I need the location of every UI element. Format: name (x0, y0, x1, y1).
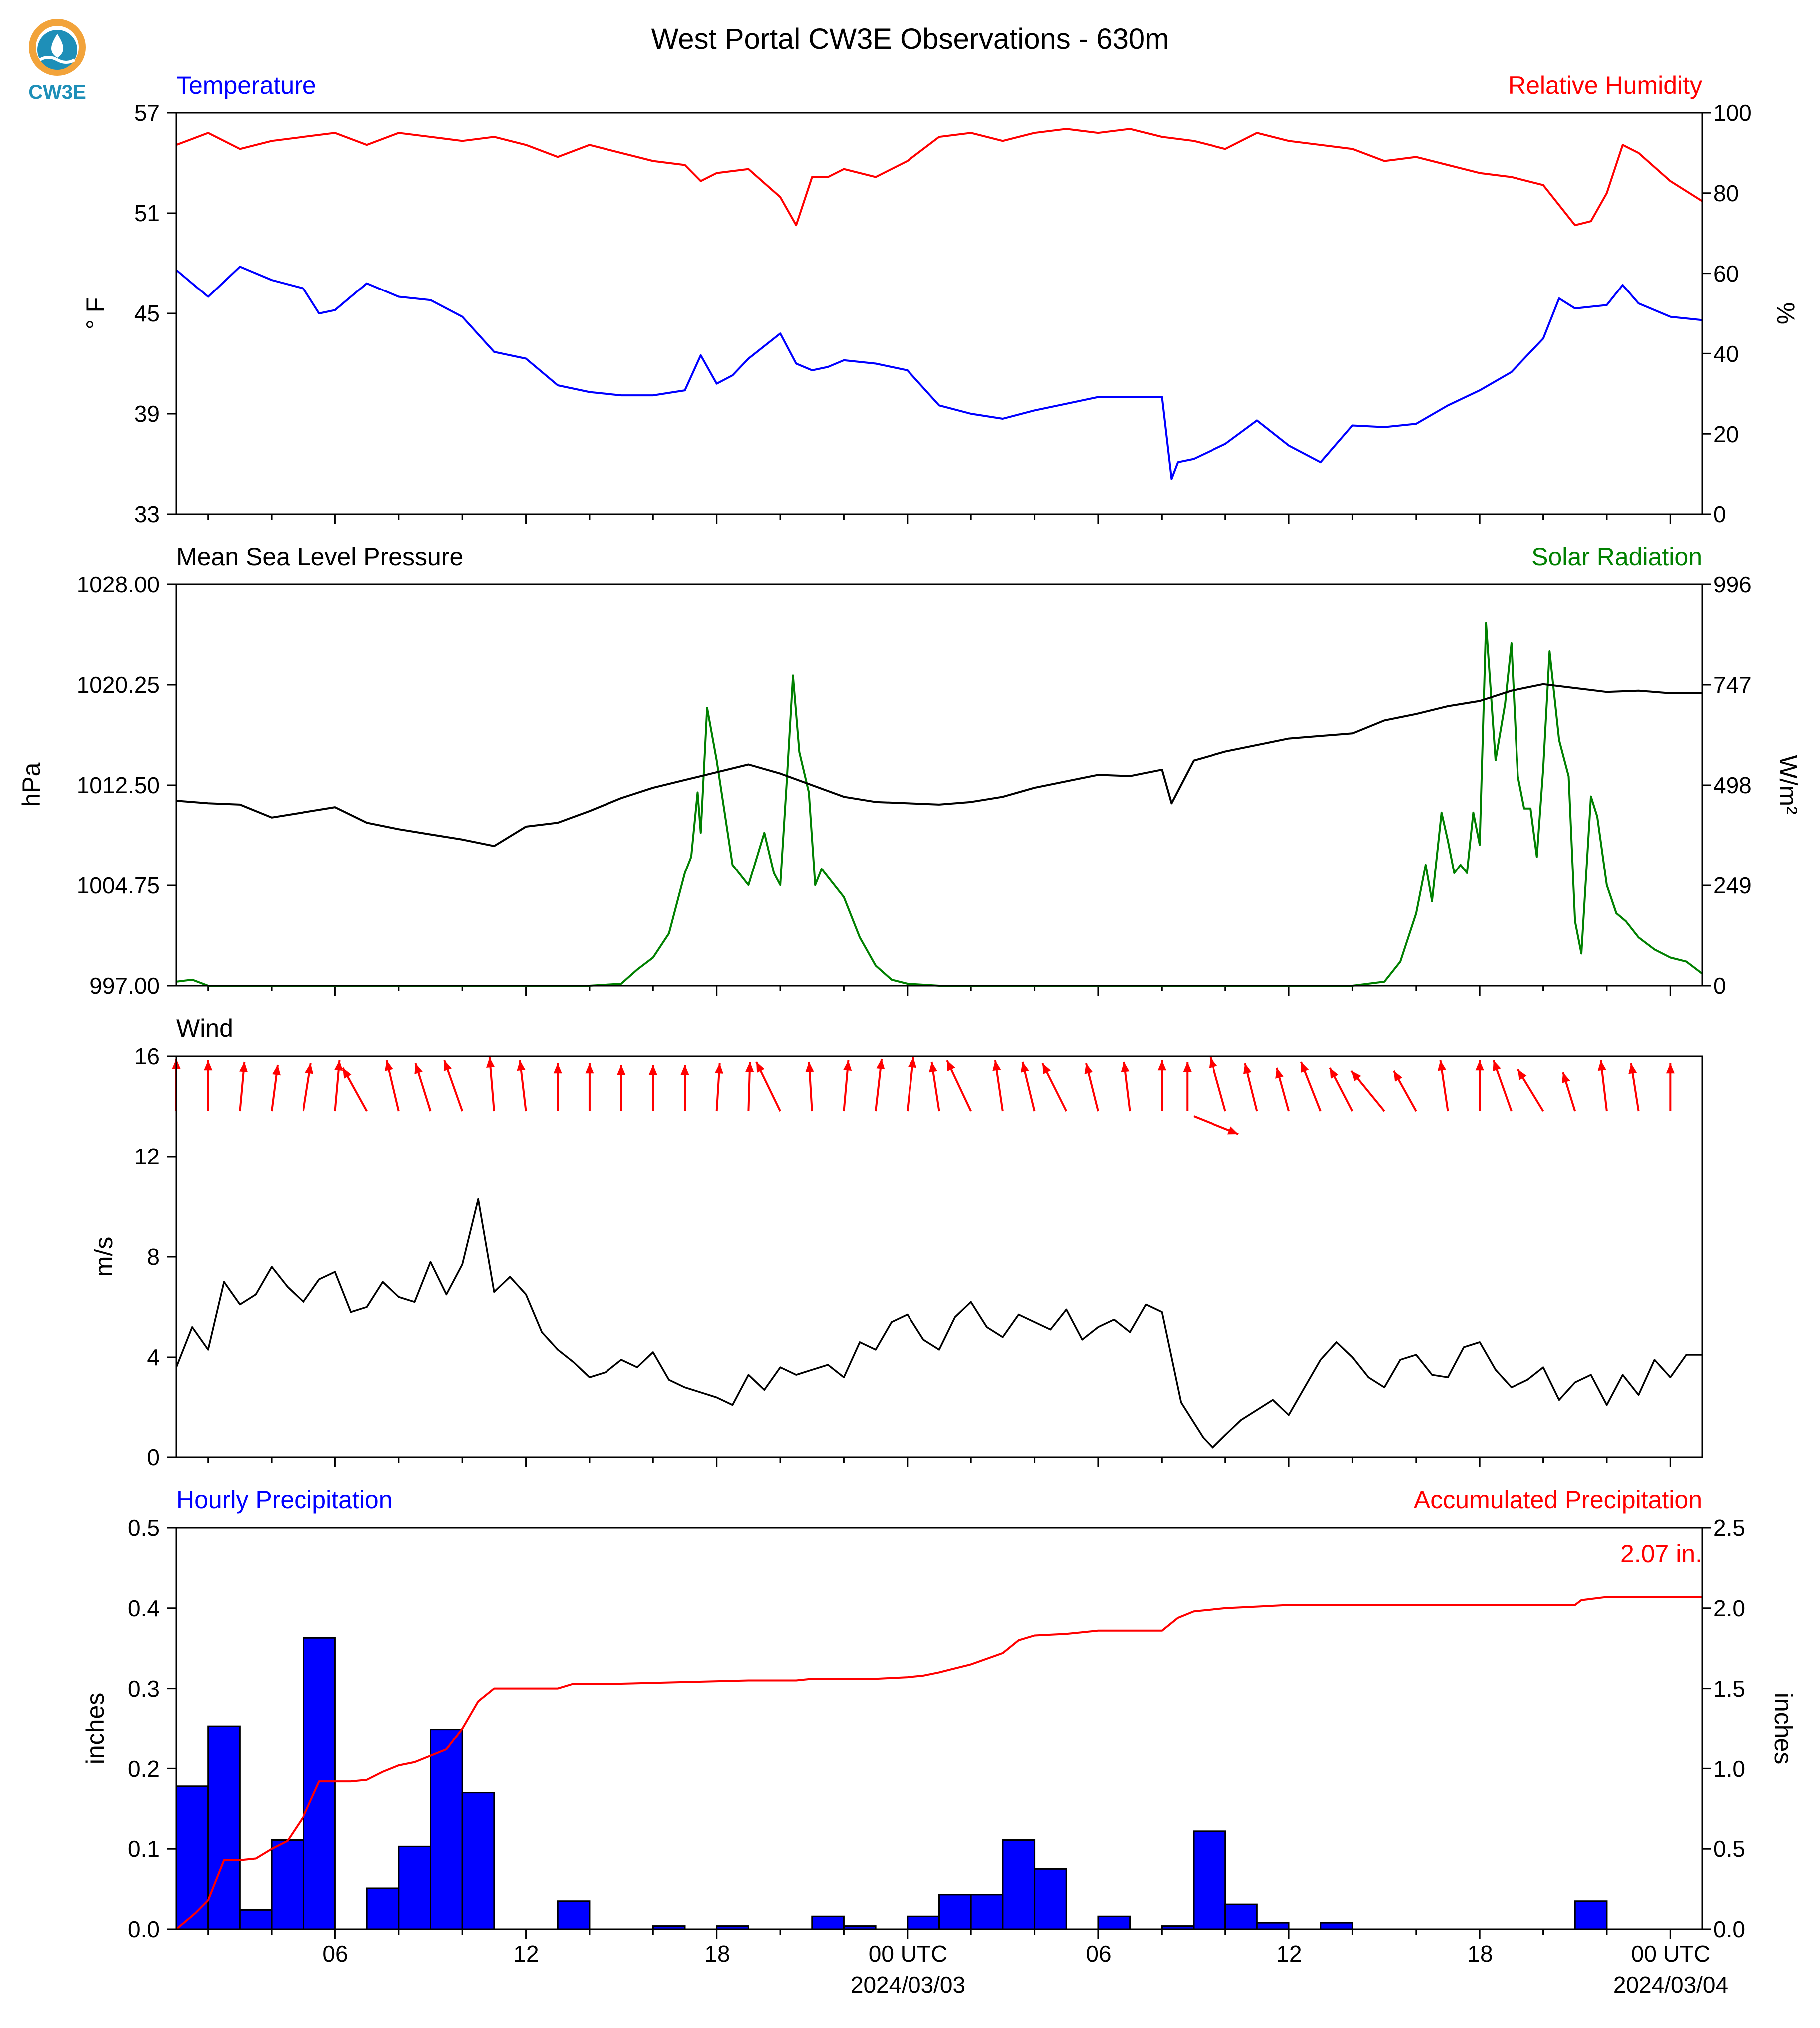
solar-radiation-label: Solar Radiation (1531, 543, 1702, 571)
wind-direction-arrow (486, 1057, 495, 1111)
hourly-precip-bar (1035, 1869, 1067, 1929)
wind-direction-arrow (1194, 1116, 1238, 1134)
arrow-head (745, 1062, 754, 1072)
ytick-label: 40 (1713, 341, 1739, 367)
cw3e-logo (28, 22, 86, 103)
ytick-label: 20 (1713, 421, 1739, 447)
hourly-precip-bar (176, 1786, 208, 1929)
wind-direction-arrow (1598, 1060, 1607, 1111)
xtick-label: 18 (1467, 1941, 1493, 1967)
wind-direction-arrow (239, 1062, 248, 1111)
accum-precip-axis-label: inches (1769, 1692, 1797, 1765)
arrow-head (715, 1063, 723, 1074)
xtick-label: 00 UTC (868, 1941, 948, 1967)
temperature-yticks (134, 100, 160, 527)
ytick-label: 0.0 (1713, 1916, 1745, 1942)
arrow-head (992, 1060, 1001, 1071)
wind-direction-arrow (1666, 1063, 1675, 1111)
figure-title: West Portal CW3E Observations - 630m (651, 23, 1169, 55)
wind-direction-arrow (444, 1060, 462, 1111)
humidity-yticks (1713, 100, 1752, 527)
hourly-precip-bar (1194, 1831, 1225, 1929)
ytick-label: 747 (1713, 672, 1752, 698)
ytick-label: 0.5 (1713, 1836, 1745, 1862)
solar-axis-label: W/m² (1774, 755, 1802, 815)
arrow-head (444, 1060, 452, 1071)
hourly-precip-bar (1575, 1901, 1607, 1929)
wind-direction-arrow (617, 1065, 625, 1111)
precipitation-panel (81, 1486, 1797, 1942)
hourly-precip-bar (908, 1916, 939, 1929)
arrow-head (1275, 1068, 1284, 1079)
arrow-head (1301, 1062, 1309, 1073)
ytick-label: 0 (1713, 973, 1726, 999)
ytick-label: 0.1 (128, 1836, 160, 1862)
wind-direction-arrow (554, 1063, 562, 1111)
pressure-solar-panel (17, 543, 1802, 999)
wind-direction-arrow (947, 1060, 971, 1111)
ytick-label: 498 (1713, 772, 1752, 798)
xtick-label: 06 (322, 1941, 348, 1967)
accum-precip-yticks (1713, 1515, 1745, 1942)
wind-direction-arrow (1562, 1072, 1575, 1111)
wind-direction-arrow (334, 1060, 343, 1111)
ytick-label: 4 (147, 1344, 160, 1370)
arrow-head (305, 1063, 313, 1074)
arrow-head (1628, 1063, 1637, 1074)
arrow-head (414, 1063, 422, 1074)
wind-direction-arrow (1275, 1068, 1289, 1111)
wind-label: Wind (176, 1014, 233, 1042)
arrow-head (1562, 1072, 1570, 1083)
ytick-label: 1.5 (1713, 1676, 1745, 1702)
arrow-head (1158, 1060, 1166, 1070)
plot-frame (176, 113, 1702, 514)
ytick-label: 1028.00 (76, 572, 160, 597)
wind-direction-arrow (272, 1065, 281, 1111)
hourly-precip-bar (240, 1910, 272, 1929)
ytick-label: 0.2 (128, 1756, 160, 1782)
wind-direction-arrow (876, 1059, 885, 1111)
wind-yticks (134, 1043, 160, 1470)
temperature-axis-label: ° F (81, 297, 109, 330)
ytick-label: 2.5 (1713, 1515, 1745, 1541)
hourly-precip-bar (1098, 1916, 1130, 1929)
plot-frame (176, 1056, 1702, 1457)
arrow-head (617, 1065, 625, 1075)
date-label: 2024/03/04 (1613, 1972, 1729, 1998)
ytick-label: 0.3 (128, 1676, 160, 1702)
relative-humidity-line (176, 129, 1702, 225)
ytick-label: 51 (134, 200, 160, 226)
pressure-yticks (77, 572, 160, 999)
wind-direction-arrow (343, 1068, 367, 1111)
temperature-rh-panel (81, 71, 1800, 527)
wind-direction-arrow (1394, 1071, 1416, 1111)
wind-direction-arrow (1351, 1071, 1384, 1111)
wind-direction-arrow (204, 1060, 212, 1111)
arrow-head (1666, 1063, 1675, 1073)
wind-direction-arrow (1301, 1062, 1321, 1111)
ytick-label: 39 (134, 401, 160, 427)
wind-direction-arrow (1209, 1057, 1225, 1111)
wind-panel (90, 1014, 1702, 1470)
wind-direction-arrow (929, 1062, 939, 1111)
ytick-label: 0 (147, 1445, 160, 1470)
hourly-precip-bar (367, 1888, 399, 1929)
ytick-label: 996 (1713, 572, 1752, 597)
arrow-head (1121, 1062, 1130, 1072)
hourly-precip-bar (1321, 1923, 1353, 1929)
xtick-label: 00 UTC (1631, 1941, 1711, 1967)
hourly-precip-bar (558, 1901, 590, 1929)
ytick-label: 1.0 (1713, 1756, 1745, 1782)
ytick-label: 100 (1713, 100, 1752, 126)
arrow-head (272, 1065, 281, 1075)
ytick-label: 8 (147, 1244, 160, 1270)
hourly-precip-bar (399, 1846, 431, 1929)
pressure-label: Mean Sea Level Pressure (176, 543, 464, 571)
hourly-precip-bar (971, 1895, 1003, 1929)
wind-direction-arrow (385, 1060, 399, 1111)
wind-axis-label: m/s (90, 1236, 118, 1277)
ytick-label: 249 (1713, 872, 1752, 898)
temperature-label: Temperature (176, 71, 316, 99)
arrow-head (585, 1063, 594, 1073)
wind-speed-line (176, 1199, 1702, 1448)
ytick-label: 1020.25 (76, 672, 160, 698)
wind-direction-arrow (1085, 1063, 1098, 1111)
arrow-head (1438, 1060, 1446, 1071)
ytick-label: 80 (1713, 180, 1739, 206)
wind-direction-arrow (680, 1065, 689, 1111)
xtick-label: 12 (513, 1941, 539, 1967)
wind-direction-arrow (715, 1063, 723, 1111)
wind-direction-arrow (1330, 1068, 1352, 1111)
arrow-head (805, 1062, 814, 1072)
time-axis (322, 1941, 1728, 1998)
wind-direction-arrow (1493, 1060, 1512, 1111)
wind-direction-arrow (756, 1062, 780, 1111)
hourly-precip-bar (1257, 1923, 1289, 1929)
ytick-label: 0.0 (128, 1916, 160, 1942)
hourly-precip-bar (939, 1895, 971, 1929)
relative-humidity-label: Relative Humidity (1508, 71, 1702, 99)
wind-direction-arrow (414, 1063, 430, 1111)
wind-direction-arrow (649, 1065, 657, 1111)
wind-direction-arrow (992, 1060, 1003, 1111)
accumulated-precipitation-label: Accumulated Precipitation (1413, 1486, 1702, 1514)
wind-direction-arrow (1518, 1069, 1543, 1111)
hourly-precip-yticks (128, 1515, 160, 1942)
precip-total-label: 2.07 in. (1620, 1540, 1702, 1568)
xtick-label: 18 (704, 1941, 730, 1967)
wind-direction-arrow (1243, 1063, 1257, 1111)
ytick-label: 997.00 (89, 973, 160, 999)
wind-direction-arrow (805, 1062, 814, 1111)
wind-direction-arrow (1042, 1063, 1066, 1111)
wind-direction-arrow (1476, 1060, 1484, 1111)
ytick-label: 60 (1713, 261, 1739, 287)
date-label: 2024/03/03 (850, 1972, 966, 1998)
hourly-precip-bar (208, 1726, 240, 1929)
hourly-precip-axis-label: inches (81, 1692, 109, 1765)
logo-text: CW3E (28, 81, 86, 103)
wind-direction-arrow (585, 1063, 594, 1111)
arrow-head (1227, 1127, 1238, 1135)
hourly-precip-bar (431, 1730, 463, 1929)
wind-direction-arrow (843, 1060, 852, 1111)
ytick-label: 45 (134, 300, 160, 326)
wind-direction-arrow (1183, 1062, 1192, 1111)
wind-direction-arrow (1628, 1063, 1638, 1111)
hourly-precip-bar (1003, 1840, 1035, 1929)
wind-direction-arrow (908, 1057, 916, 1111)
hourly-precip-bar (462, 1793, 494, 1929)
wind-direction-arrow (1158, 1060, 1166, 1111)
ytick-label: 16 (134, 1043, 160, 1069)
wind-direction-arrow (517, 1060, 526, 1111)
wind-direction-arrow (1121, 1062, 1130, 1111)
ytick-label: 2.0 (1713, 1595, 1745, 1621)
humidity-axis-label: % (1772, 302, 1800, 325)
pressure-axis-label: hPa (17, 762, 45, 807)
ytick-label: 33 (134, 501, 160, 527)
ytick-label: 0.4 (128, 1595, 160, 1621)
arrow-head (680, 1065, 689, 1075)
temperature-line (176, 267, 1702, 479)
arrow-head (649, 1065, 657, 1075)
hourly-precip-bar (272, 1840, 303, 1929)
wind-direction-arrow (303, 1063, 313, 1111)
arrow-head (929, 1062, 937, 1072)
arrow-head (1183, 1062, 1192, 1072)
hourly-precip-bar (812, 1916, 844, 1929)
ytick-label: 1012.50 (76, 772, 160, 798)
hourly-precip-bar (1225, 1904, 1257, 1929)
solar-yticks (1713, 572, 1752, 999)
hourly-precipitation-label: Hourly Precipitation (176, 1486, 393, 1514)
arrow-head (204, 1060, 212, 1070)
wind-direction-arrow (1021, 1062, 1035, 1111)
ytick-label: 12 (134, 1144, 160, 1169)
ytick-label: 1004.75 (76, 872, 160, 898)
wind-direction-arrow (745, 1062, 754, 1111)
arrow-head (1209, 1057, 1217, 1068)
ytick-label: 0 (1713, 501, 1726, 527)
xtick-label: 06 (1086, 1941, 1112, 1967)
arrow-head (1476, 1060, 1484, 1070)
wind-direction-arrow (1438, 1060, 1448, 1111)
xtick-label: 12 (1276, 1941, 1302, 1967)
arrow-head (1493, 1060, 1501, 1071)
arrow-head (554, 1063, 562, 1073)
ytick-label: 0.5 (128, 1515, 160, 1541)
plot-frame (176, 584, 1702, 986)
ytick-label: 57 (134, 100, 160, 126)
